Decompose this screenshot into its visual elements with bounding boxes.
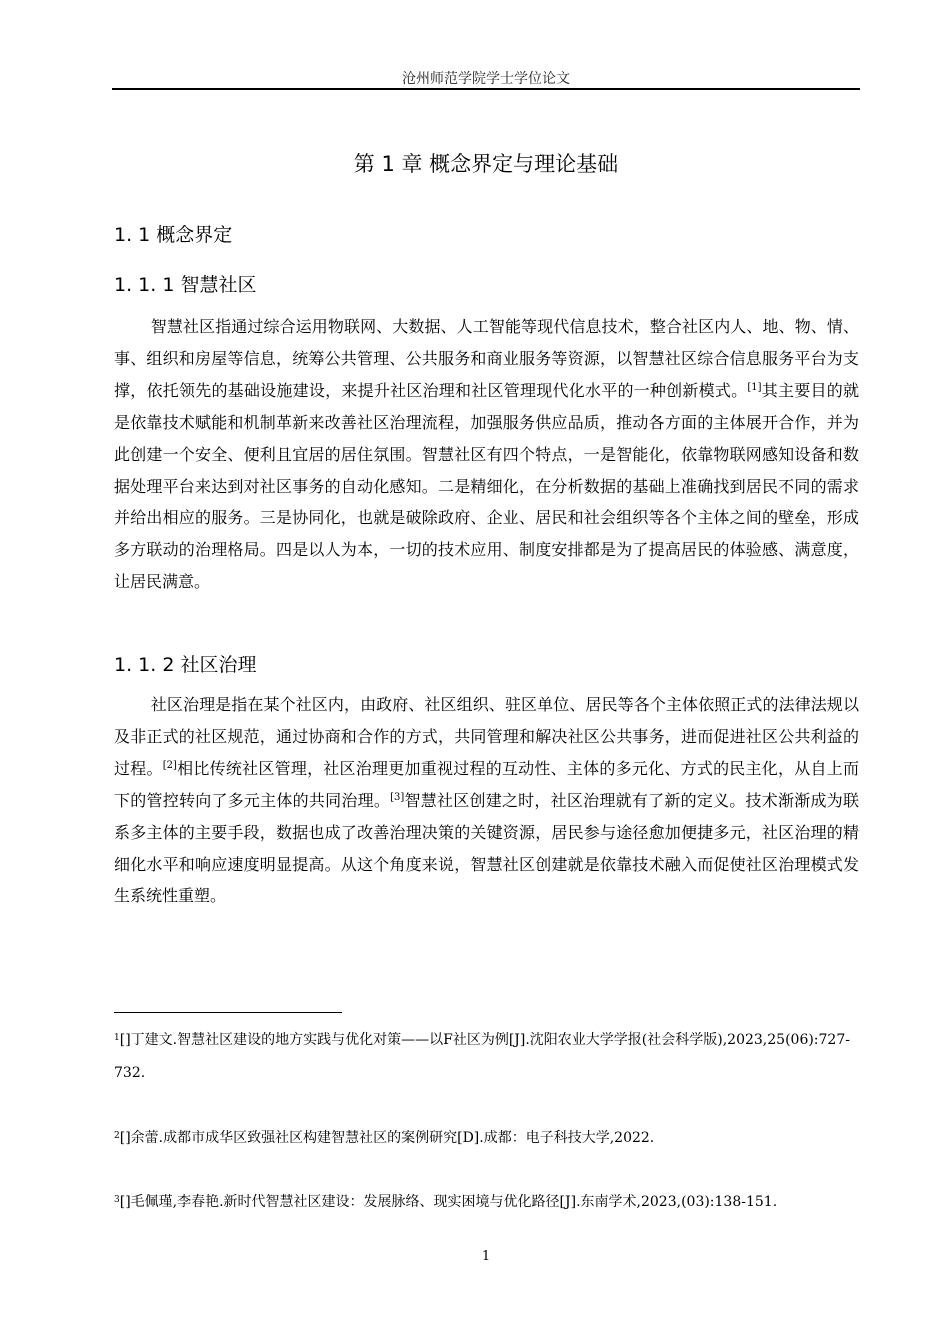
paragraph-smart-community [114, 311, 859, 598]
citation-ref-3[interactable]: [3] [390, 791, 405, 803]
footnote-text: []余蕾.成都市成华区致强社区构建智慧社区的案例研究[D].成都：电子科技大学,2022. [119, 1130, 655, 1146]
footnote-mark: 3 [114, 1195, 120, 1205]
chapter-title: 第 1 章 概念界定与理论基础 [353, 152, 619, 176]
page-header: 沧州师范学院学士学位论文 [402, 71, 570, 87]
citation-ref-2[interactable]: [2] [162, 759, 177, 771]
section-heading-1-1: 1. 1 概念界定 [114, 224, 233, 246]
footnote-mark: 1 [114, 1033, 120, 1043]
paragraph-text: 社区治理是指在某个社区内，由政府、社区组织、驻区单位、居民等各个主体依照正式的法律法规以及非正式的社区规范，通过协商和合作的方式，共同管理和解决社区公共事务，进而促进社区公共利益的过程。 [114, 695, 859, 778]
footnote-separator [114, 1012, 342, 1013]
paragraph-community-governance [114, 689, 859, 912]
page-number: 1 [481, 1249, 491, 1264]
footnote-text: []丁建文.智慧社区建设的地方实践与优化对策——以F社区为例[J].沈阳农业大学学报(社会科学版),2023,25(06):727-732. [114, 1032, 850, 1081]
footnote-mark: 2 [114, 1131, 120, 1141]
header-rule [112, 88, 860, 90]
citation-ref-1[interactable]: [1] [747, 381, 762, 393]
footnote-2 [114, 1122, 859, 1155]
paragraph-text: 智慧社区创建之时，社区治理就有了新的定义。技术渐渐成为联系多主体的主要手段，数据也成了改善治理决策的关键资源，居民参与途径愈加便捷多元，社区治理的精细化水平和响应速度明显提高。从这个角度来说，智慧社区创建就是依靠技术融入而促使社区治理模式发生系统性重塑。 [114, 790, 859, 906]
paragraph-text: 智慧社区指通过综合运用物联网、大数据、人工智能等现代信息技术，整合社区内人、地、物、情、事、组织和房屋等信息，统筹公共管理、公共服务和商业服务等资源，以智慧社区综合信息服务平台为支撑，依托领先的基础设施建设，来提升社区治理和社区管理现代化水平的一种创新模式。 [114, 317, 859, 400]
paragraph-text: 相比传统社区管理，社区治理更加重视过程的互动性、主体的多元化、方式的民主化，从自上而下的管控转向了多元主体的共同治理。 [114, 758, 859, 810]
section-heading-1-1-2: 1. 1. 2 社区治理 [114, 654, 257, 676]
footnote-text: []毛佩瑾,李春艳.新时代智慧社区建设：发展脉络、现实困境与优化路径[J].东南学术,2023,(03):138-151. [119, 1194, 778, 1210]
section-heading-1-1-1: 1. 1. 1 智慧社区 [114, 274, 257, 296]
footnote-3 [114, 1186, 859, 1219]
footnote-1 [114, 1024, 859, 1090]
paragraph-text: 其主要目的就是依靠技术赋能和机制革新来改善社区治理流程，加强服务供应品质，推动各方面的主体展开合作，并为此创建一个安全、便利且宜居的居住氛围。智慧社区有四个特点，一是智能化，依靠物联网感知设备和数据处理平台来达到对社区事务的自动化感知。二是精细化，在分析数据的基础上准确找到居民不同的需求并给出相应的服务。三是协同化，也就是破除政府、企业、居民和社会组织等各个主体之间的壁垒，形成多方联动的治理格局。四是以人为本，一切的技术应用、制度安排都是为了提高居民的体验感、满意度，让居民满意。 [114, 380, 859, 592]
